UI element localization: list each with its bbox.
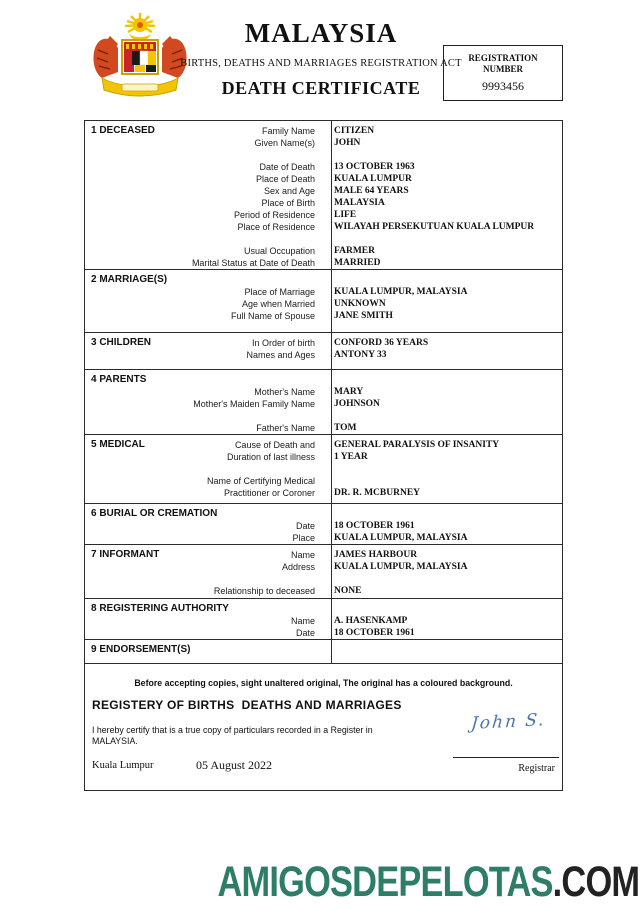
- field-label: In Order of birth: [251, 338, 315, 348]
- form-row: [85, 451, 562, 463]
- section-rows: [85, 121, 562, 269]
- field-value: KUALA LUMPUR, MALAYSIA: [334, 562, 468, 572]
- field-value: 1 YEAR: [334, 452, 368, 462]
- issue-place: Kuala Lumpur: [92, 760, 154, 771]
- field-label: [85, 233, 323, 245]
- form-row: [85, 221, 562, 233]
- form-row: [85, 475, 562, 487]
- section-1: [85, 121, 562, 270]
- field-value: [323, 475, 562, 487]
- section-title: 4 PARENTS: [91, 374, 147, 385]
- issue-date: 05 August 2022: [196, 758, 273, 772]
- field-value: JOHNSON: [334, 399, 380, 409]
- field-value: 18 OCTOBER 1961: [334, 521, 415, 531]
- form-row: [85, 615, 562, 627]
- field-label: Marital Status at Date of Death: [191, 258, 315, 268]
- field-value: 13 OCTOBER 1963: [334, 162, 415, 172]
- field-value: [323, 573, 562, 585]
- field-label: Family Name: [261, 126, 315, 136]
- field-label: Full Name of Spouse: [230, 311, 315, 321]
- form-row: [85, 245, 562, 257]
- section-title: 1 DECEASED: [91, 125, 155, 136]
- field-value: DR. R. MCBURNEY: [334, 488, 421, 498]
- certificate-table: [84, 120, 563, 791]
- form-row: [85, 520, 562, 532]
- field-label: Mother's Name: [254, 387, 315, 397]
- form-row: [85, 374, 562, 386]
- field-value: CONFORD 36 YEARS: [334, 338, 429, 348]
- field-value: [323, 463, 562, 475]
- country-title: MALAYSIA: [244, 18, 398, 48]
- field-label: Place of Death: [255, 174, 315, 184]
- field-value: JANE SMITH: [334, 311, 393, 321]
- registrar-signature: John S.: [470, 709, 547, 735]
- section-3: [85, 333, 562, 370]
- field-label: Practitioner or Coroner: [223, 488, 315, 498]
- form-sections: [85, 121, 562, 664]
- section-8: [85, 599, 562, 640]
- field-value: TOM: [334, 423, 357, 433]
- field-value: JOHN: [334, 138, 361, 148]
- certify-line-2: MALAYSIA.: [92, 736, 138, 746]
- field-value: KUALA LUMPUR, MALAYSIA: [334, 533, 468, 543]
- field-value: FARMER: [334, 246, 375, 256]
- form-row: [85, 310, 562, 322]
- form-row: [85, 185, 562, 197]
- field-label: Father's Name: [256, 423, 315, 433]
- field-value: KUALA LUMPUR, MALAYSIA: [334, 287, 468, 297]
- field-value: JAMES HARBOUR: [334, 550, 418, 560]
- registration-number-label: REGISTRATION NUMBER: [468, 53, 538, 74]
- section-7: [85, 545, 562, 599]
- section-title: 6 BURIAL OR CREMATION: [91, 508, 218, 519]
- form-row: [85, 233, 562, 245]
- field-label: Place of Residence: [237, 222, 315, 232]
- form-row: [85, 585, 562, 597]
- field-value: [323, 508, 562, 520]
- field-value: [323, 233, 562, 245]
- field-label: Place of Birth: [261, 198, 315, 208]
- field-label: Usual Occupation: [243, 246, 315, 256]
- section-rows: [85, 435, 562, 499]
- field-value: [323, 603, 562, 615]
- registration-number-box: [443, 45, 563, 101]
- form-row: [85, 410, 562, 422]
- field-label: Mother's Maiden Family Name: [193, 399, 315, 409]
- field-label: Date: [295, 521, 315, 531]
- form-row: [85, 337, 562, 349]
- form-row: [85, 209, 562, 221]
- field-label: Names and Ages: [246, 350, 315, 360]
- field-value: KUALA LUMPUR: [334, 174, 412, 184]
- signature-line: [453, 757, 559, 758]
- field-label: Name: [290, 616, 315, 626]
- field-value: MARRIED: [334, 258, 381, 268]
- section-title: 3 CHILDREN: [91, 337, 152, 348]
- field-label: Place: [292, 533, 315, 543]
- field-label: Name: [290, 550, 315, 560]
- site-watermark: [217, 858, 639, 907]
- section-rows: [85, 370, 562, 434]
- field-label: Sex and Age: [263, 186, 315, 196]
- section-5: [85, 435, 562, 504]
- field-value: WILAYAH PERSEKUTUAN KUALA LUMPUR: [334, 222, 535, 232]
- form-row: [85, 463, 562, 475]
- section-2: [85, 270, 562, 333]
- field-label: Period of Residence: [233, 210, 315, 220]
- field-value: UNKNOWN: [334, 299, 386, 309]
- field-value: [323, 410, 562, 422]
- form-row: [85, 149, 562, 161]
- field-label: Cause of Death and: [234, 440, 315, 450]
- section-rows: [85, 333, 562, 361]
- field-label: Relationship to deceased: [213, 586, 315, 596]
- copy-notice: Before accepting copies, sight unaltered original, The original has a coloured background.: [134, 678, 513, 688]
- form-row: [85, 487, 562, 499]
- form-row: [85, 161, 562, 173]
- form-row: [85, 257, 562, 269]
- field-label: Date: [295, 628, 315, 638]
- form-row: [85, 298, 562, 310]
- field-value: [323, 374, 562, 386]
- form-row: [85, 627, 562, 639]
- field-value: GENERAL PARALYSIS OF INSANITY: [334, 440, 500, 450]
- form-row: [85, 137, 562, 149]
- form-row: [85, 422, 562, 434]
- field-label: Given Name(s): [254, 138, 315, 148]
- document-title: DEATH CERTIFICATE: [221, 78, 421, 98]
- registration-number-value: 9993456: [482, 79, 524, 93]
- form-row: [85, 125, 562, 137]
- form-row: [85, 386, 562, 398]
- field-value: ANTONY 33: [334, 350, 387, 360]
- form-row: [85, 286, 562, 298]
- registrar-label: Registrar: [518, 763, 555, 774]
- section-title: 9 ENDORSEMENT(S): [91, 644, 191, 655]
- form-row: [85, 532, 562, 544]
- field-value: LIFE: [334, 210, 357, 220]
- field-value: NONE: [334, 586, 362, 596]
- certify-statement: [92, 725, 373, 747]
- field-value: CITIZEN: [334, 126, 375, 136]
- field-label: [85, 463, 323, 475]
- form-row: [85, 561, 562, 573]
- field-label: Date of Death: [259, 162, 315, 172]
- certification-footer: [85, 664, 562, 790]
- field-value: [323, 274, 562, 286]
- section-title: 2 MARRIAGE(S): [91, 274, 168, 285]
- field-value: 18 OCTOBER 1961: [334, 628, 415, 638]
- field-value: MALAYSIA: [334, 198, 385, 208]
- act-line: BIRTHS, DEATHS AND MARRIAGES REGISTRATION ACT: [180, 58, 462, 69]
- section-title: 7 INFORMANT: [91, 549, 160, 560]
- field-label: Duration of last illness: [226, 452, 315, 462]
- section-4: [85, 370, 562, 435]
- field-label: [85, 149, 323, 161]
- field-label: [85, 573, 323, 585]
- section-9: [85, 640, 562, 664]
- form-row: [85, 349, 562, 361]
- section-6: [85, 504, 562, 545]
- field-value: MALE 64 YEARS: [334, 186, 409, 196]
- form-row: [85, 398, 562, 410]
- field-label: [85, 410, 323, 422]
- field-label: Address: [281, 562, 315, 572]
- field-label: Age when Married: [241, 299, 315, 309]
- form-row: [85, 173, 562, 185]
- watermark-name: AMIGOSDEPELOTAS: [217, 858, 553, 906]
- field-label: Name of Certifying Medical: [206, 476, 315, 486]
- field-label: Place of Marriage: [244, 287, 315, 297]
- form-row: [85, 439, 562, 451]
- field-value: [323, 149, 562, 161]
- watermark-tld: .COM: [552, 858, 639, 906]
- registry-heading: REGISTERY OF BIRTHS DEATHS AND MARRIAGES: [92, 698, 402, 712]
- field-value: A. HASENKAMP: [334, 616, 408, 626]
- field-value: MARY: [334, 387, 364, 397]
- form-row: [85, 573, 562, 585]
- section-title: 5 MEDICAL: [91, 439, 145, 450]
- certify-line-1: I hereby certify that is a true copy of particulars recorded in a Register in: [92, 725, 373, 735]
- section-title: 8 REGISTERING AUTHORITY: [91, 603, 229, 614]
- form-row: [85, 197, 562, 209]
